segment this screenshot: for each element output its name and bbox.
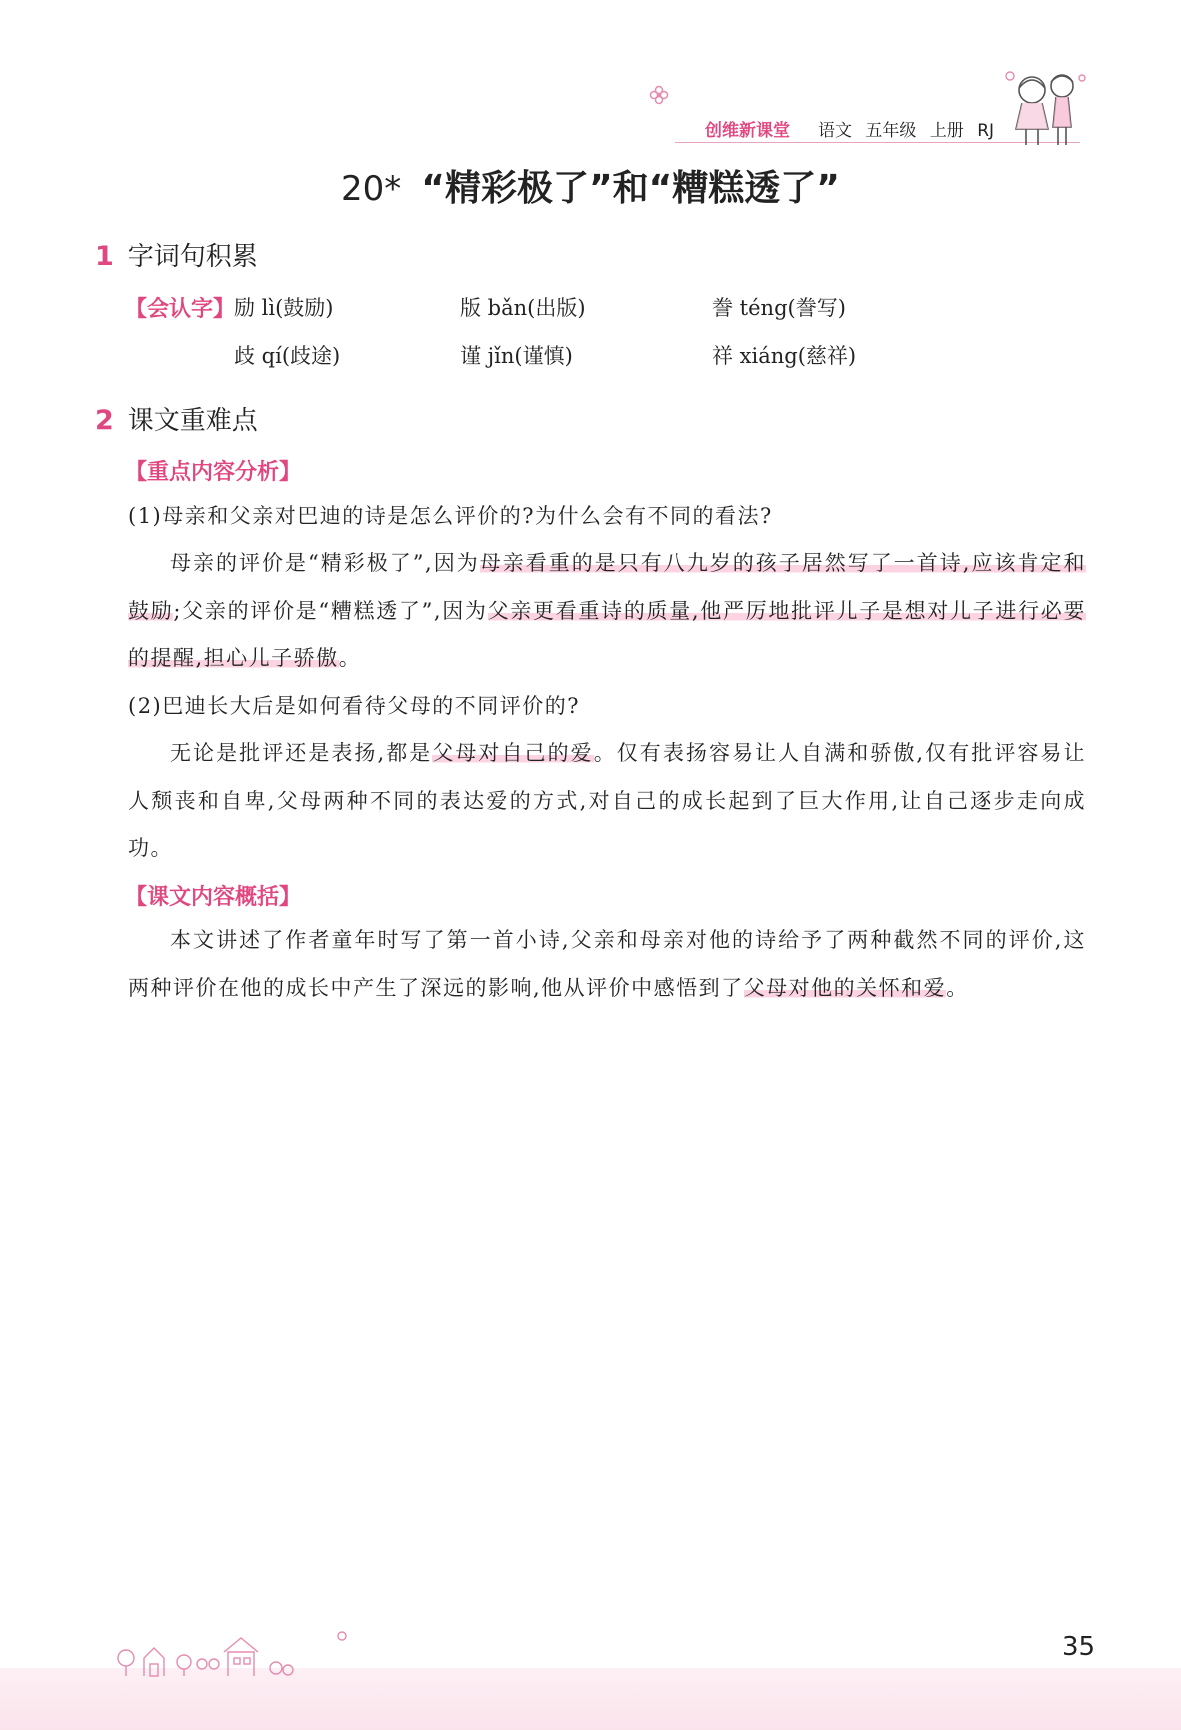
lesson-number: 20* bbox=[341, 169, 402, 209]
highlighted-text: 父母对自己的爱 bbox=[432, 741, 594, 765]
children-illustration-icon bbox=[1000, 70, 1090, 152]
section-number: 2 bbox=[95, 405, 114, 436]
question-1: (1)母亲和父亲对巴迪的诗是怎么评价的?为什么会有不同的看法? bbox=[128, 504, 773, 528]
summary-text: 。 bbox=[946, 975, 969, 1000]
answer-text: 无论是批评还是表扬,都是 bbox=[170, 741, 433, 765]
page-number: 35 bbox=[1062, 1632, 1096, 1662]
highlighted-text: 父母对他的关怀和爱 bbox=[743, 975, 947, 1000]
answer-text: 。仅有表扬容易让人自满和骄傲,仅有批评容易让人颓丧和自卑,父母两种不同的表达爱的方式,对自己的成长起到了巨大作用,让自己逐步走向成功。 bbox=[128, 741, 1086, 860]
section-heading bbox=[95, 400, 258, 437]
section-title: 课文重难点 bbox=[127, 406, 258, 436]
section-number: 1 bbox=[95, 241, 114, 272]
header-grade: 五年级 bbox=[865, 121, 917, 141]
answer-1 bbox=[128, 540, 1086, 683]
vocab-tag: 【会认字】 bbox=[125, 297, 236, 322]
vocab-item: 祥 xiáng(慈祥) bbox=[712, 344, 857, 368]
vocab-item: 谨 jǐn(谨慎) bbox=[460, 344, 573, 368]
header-volume: 上册 bbox=[929, 121, 964, 141]
highlighted-text: 父亲更看重诗的质量,他严厉地批评儿子是想对儿子进行必要的提醒,担心儿子骄傲 bbox=[128, 598, 1086, 670]
answer-text: ;父亲的评价是“糟糕透了”,因为 bbox=[173, 598, 488, 623]
highlighted-text: 母亲看重的是只有八九岁的孩子居然写了一首诗,应该肯定和鼓励 bbox=[128, 551, 1086, 623]
lesson-title: “精彩极了”和“糟糕透了” bbox=[421, 168, 840, 209]
question-2: (2)巴迪长大后是如何看待父母的不同评价的? bbox=[128, 694, 581, 718]
header-edition: RJ bbox=[977, 121, 995, 141]
answer-text: 母亲的评价是“精彩极了”,因为 bbox=[170, 551, 480, 575]
header-subject: 语文 bbox=[818, 121, 852, 141]
analysis-tag: 【重点内容分析】 bbox=[125, 460, 302, 485]
summary-paragraph bbox=[128, 917, 1086, 1012]
vocab-item: 版 bǎn(出版) bbox=[460, 296, 586, 320]
header-book-info bbox=[818, 116, 1002, 141]
flower-icon bbox=[648, 84, 670, 106]
vocab-item: 励 lì(鼓励) bbox=[234, 296, 334, 320]
vocab-item: 誊 téng(誊写) bbox=[712, 296, 846, 320]
vocab-item: 歧 qí(歧途) bbox=[234, 344, 341, 368]
summary-tag: 【课文内容概括】 bbox=[125, 885, 302, 910]
town-illustration-icon bbox=[110, 1620, 370, 1680]
answer-2 bbox=[128, 730, 1086, 873]
lesson-title-block bbox=[0, 160, 1181, 211]
section-title: 字词句积累 bbox=[127, 242, 258, 272]
header-brand: 创维新课堂 bbox=[705, 121, 790, 141]
answer-text: 。 bbox=[338, 646, 362, 670]
summary-text: 本文讲述了作者童年时写了第一首小诗,父亲和母亲对他的诗给予了两种截然不同的评价,这两种评价在他的成长中产生了深远的影响,他从评价中感悟到了 bbox=[128, 928, 1086, 1000]
section-heading bbox=[95, 236, 258, 273]
